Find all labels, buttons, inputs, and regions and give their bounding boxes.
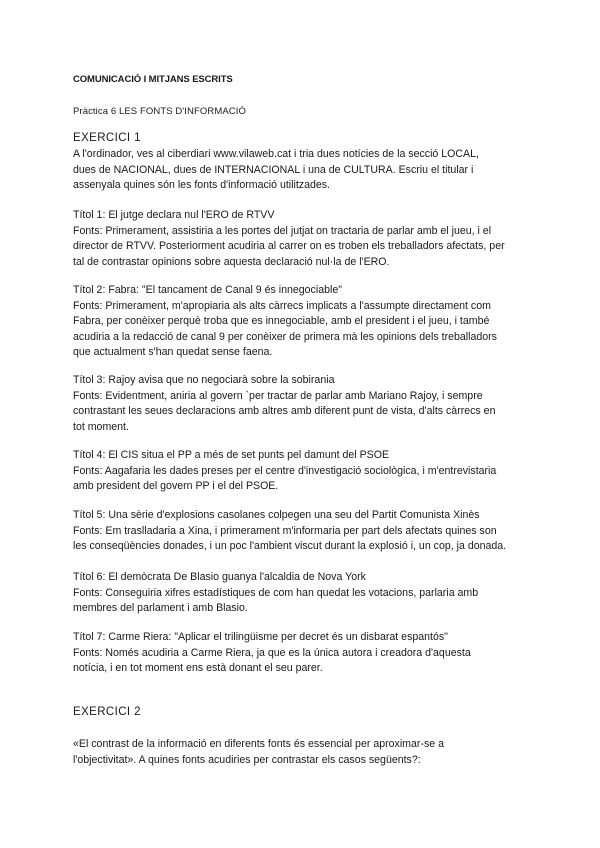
document-subtitle: Pràctica 6 LES FONTS D'INFORMACIÓ (73, 106, 246, 117)
text-line: Fonts: Conseguiria xifres estadístiques de com han quedat les votacions, parlaria amb (73, 586, 479, 599)
news-item-4 (73, 448, 533, 495)
news-item-6 (73, 570, 533, 617)
text-line: dues de NACIONAL, dues de INTERNACIONAL i una de CULTURA. Escriu el titular i (73, 163, 474, 176)
news-title: Títol 7: Carme Riera: "Aplicar el trilingüisme per decret és un disbarat espantós" (73, 631, 448, 643)
news-item-3 (73, 373, 533, 435)
news-item-5 (73, 508, 533, 555)
news-title: Títol 6: El demòcrata De Blasio guanya l'alcaldia de Nova York (73, 571, 366, 583)
news-title: Títol 4: El CIS situa el PP a més de set punts pel damunt del PSOE (73, 449, 390, 461)
news-item-1 (73, 208, 533, 270)
text-line: que actualment s'han quedat sense faena. (73, 346, 273, 358)
text-line: tot moment. (73, 420, 129, 433)
text-line: A l'ordinador, ves al ciberdiari www.vilaweb.cat i tria dues notícies de la secció LOCAL, (73, 148, 479, 160)
exercise-1-instructions (73, 147, 533, 194)
news-title: Títol 2: Fabra: "El tancament de Canal 9 és innegociable" (73, 284, 342, 296)
text-line: Fonts: Evidentment, aniria al govern `per tractar de parlar amb Mariano Rajoy, i sempre (73, 389, 483, 402)
news-title: Títol 1: El jutge declara nul l'ERO de RTVV (73, 209, 275, 221)
text-line: acudiria a la redacció de canal 9 per conèixer de primera mà les opinions dels treballadors (73, 330, 497, 343)
news-item-7 (73, 630, 533, 677)
text-line: tal de contrastar opinions sobre aquesta declaració nul·la de l'ERO. (73, 255, 390, 268)
text-line: contrastant les seues declaracions amb altres amb diferent punt de vista, d'alts càrrecs en (73, 405, 496, 417)
text-line: Fonts: Primerament, assistiria a les portes del jutjat on tractaria de parlar amb el jueu, i el (73, 224, 492, 237)
document-title: COMUNICACIÓ I MITJANS ESCRITS (73, 74, 233, 85)
exercise-2-prompt (73, 737, 533, 768)
text-line: Fonts: Primerament, m'apropiaria als alts càrrecs implicats a l'assumpte directament com (73, 299, 491, 312)
text-line: Fabra, per conèixer perquè troba que es innegociable, amb el president i el jueu, i també (73, 315, 490, 327)
text-line: Fonts: Aagafaria les dades preses per el centre d'investigació sociològica, i m'entrevistaria (73, 464, 497, 477)
news-title: Títol 3: Rajoy avisa que no negociarà sobre la sobirania (73, 374, 335, 386)
text-line: assenyala quines són les fonts d'informació utilitzades. (73, 179, 331, 191)
text-line: «El contrast de la informació en diferents fonts és essencial per aproximar-se a (73, 738, 444, 750)
news-item-2 (73, 283, 533, 361)
text-line: Fonts: Em traslladaria a Xina, i primerament m'informaria per part dels afectats quines son (73, 524, 497, 537)
text-line: amb president del govern PP i el del PSOE. (73, 480, 279, 492)
text-line: membres del parlament i amb Blasio. (73, 602, 248, 614)
text-line: les conseqüències donades, i un poc l'ambient viscut durant la explosió i, un cop, ja donada. (73, 540, 507, 552)
text-line: notícia, i en tot moment ens està donant el seu parer. (73, 662, 323, 674)
text-line: l'objectivitat». A quines fonts acudiries per contrastar els casos següents?: (73, 753, 421, 766)
text-line: director de RTVV. Posteriorment acudiria al carrer on es troben els treballadors afectats, per (73, 240, 505, 252)
exercise-2-title: EXERCICI 2 (73, 706, 141, 718)
exercise-1-title: EXERCICI 1 (73, 132, 141, 144)
news-title: Títol 5: Una sèrie d'explosions casolanes colpegen una seu del Partit Comunista Xinès (73, 509, 480, 521)
text-line: Fonts: Només acudiria a Carme Riera, ja que es la única autora i creadora d'aquesta (73, 646, 471, 659)
